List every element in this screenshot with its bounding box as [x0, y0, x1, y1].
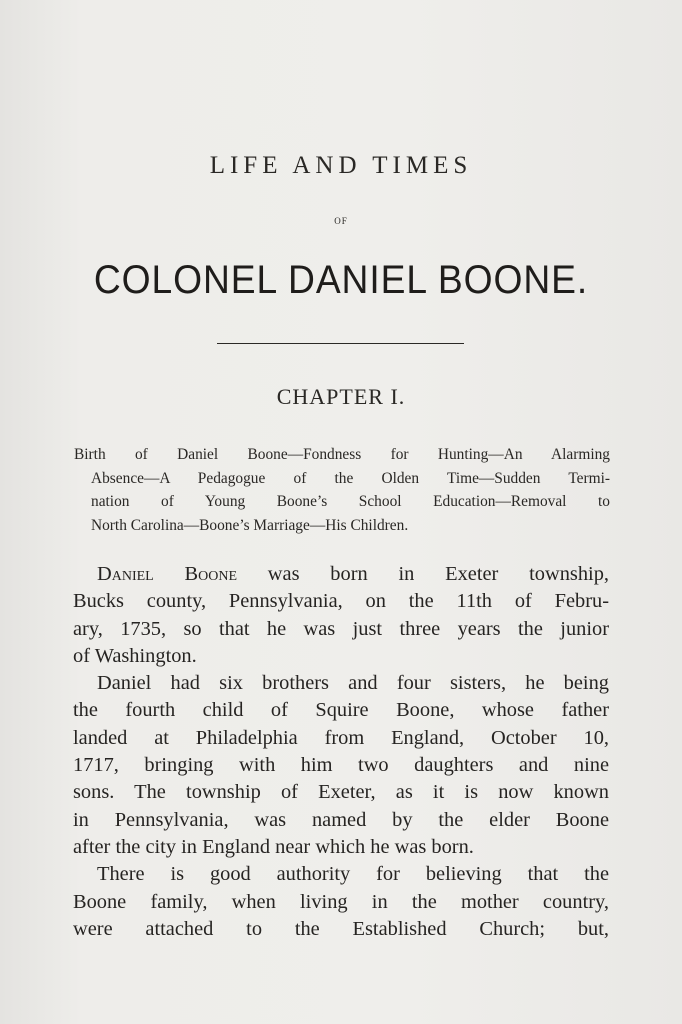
synopsis-line: Absence—A Pedagogue of the Olden Time—Sudden Termi-	[91, 469, 610, 487]
synopsis-line: Birth of Daniel Boone—Fondness for Hunting—An Alarming	[74, 446, 610, 463]
chapter-body-text	[73, 561, 609, 943]
title-of: OF	[334, 216, 348, 226]
paragraph-2-line: the fourth child of Squire Boone, whose father	[73, 699, 609, 722]
title-life-and-times: LIFE AND TIMES	[209, 152, 473, 179]
paragraph-2-line: in Pennsylvania, was named by the elder Boone	[73, 808, 609, 831]
paragraph-2-line: after the city in England near which he was born.	[73, 835, 474, 858]
chapter-heading: CHAPTER I.	[276, 384, 406, 409]
paragraph-3-line: were attached to the Established Church; but,	[73, 917, 609, 940]
title-colonel-daniel-boone: COLONEL DANIEL BOONE.	[93, 258, 589, 302]
paragraph-3-line: There is good authority for believing that the	[97, 863, 609, 886]
paragraph-2-line: 1717, bringing with him two daughters and nine	[73, 754, 609, 777]
paragraph-1-line: of Washington.	[73, 644, 197, 667]
synopsis-line: North Carolina—Boone’s Marriage—His Children.	[91, 516, 409, 534]
paragraph-1-line: ary, 1735, so that he was just three years the junior	[73, 617, 609, 640]
paragraph-1-line	[73, 561, 609, 588]
paragraph-2-line: sons. The township of Exeter, as it is now known	[73, 781, 609, 804]
paragraph-1-line: Bucks county, Pennsylvania, on the 11th of Febru-	[73, 590, 609, 613]
paragraph-2-line: landed at Philadelphia from England, October 10,	[73, 726, 609, 749]
title-rule-divider	[217, 343, 464, 344]
paragraph-3-line: Boone family, when living in the mother country,	[73, 890, 609, 913]
paragraph-1-line-rest: was born in Exeter township,	[237, 563, 610, 585]
chapter-synopsis	[74, 443, 610, 537]
synopsis-line: nation of Young Boone’s School Education—Removal to	[91, 493, 610, 510]
opening-small-caps: Daniel Boone	[97, 563, 237, 585]
paragraph-2-line: Daniel had six brothers and four sisters, he being	[97, 672, 609, 695]
